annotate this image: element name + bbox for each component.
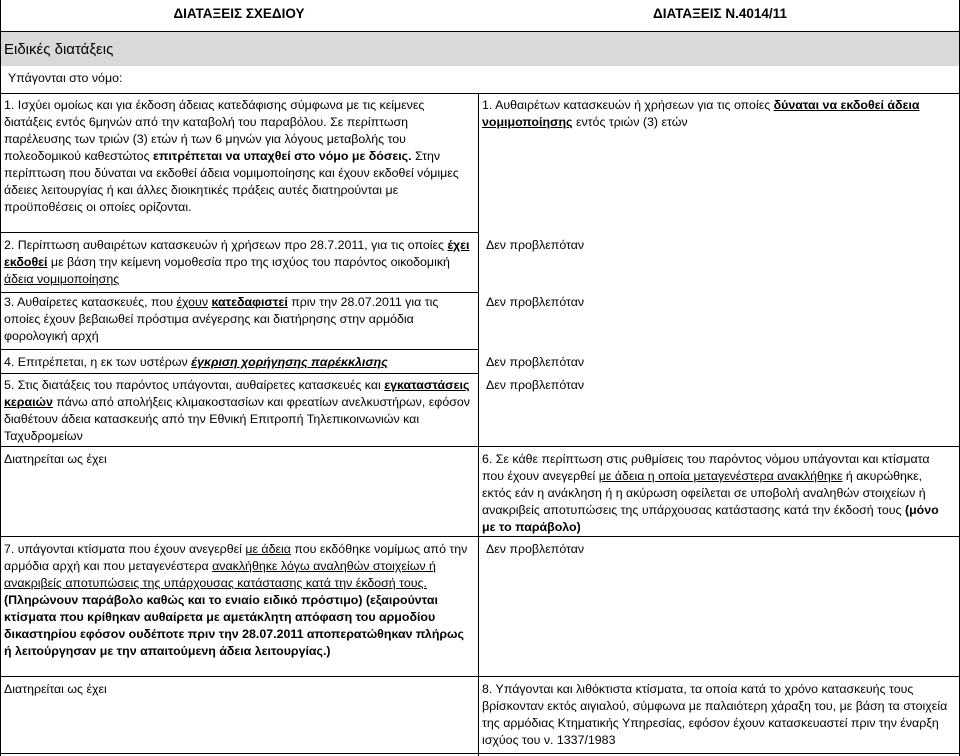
divider <box>0 93 960 94</box>
row-2-right <box>486 237 952 254</box>
text-segment: δύναται να εκδοθεί άδεια νομιμοποίησης <box>482 98 920 129</box>
text-segment: Δεν προβλεπόταν <box>486 355 585 369</box>
text-segment: 1. Αυθαιρέτων κατασκευών ή χρήσεων για τις οποίες <box>482 98 774 112</box>
divider <box>0 31 960 32</box>
row-7-left <box>4 541 474 660</box>
text-segment: με άδεια η οποία μεταγενέστερα ανακλήθηκε <box>598 469 843 483</box>
row-3-right <box>486 294 952 311</box>
row-8-right <box>482 681 952 749</box>
text-segment: 3. Αυθαίρετες κατασκευές, που <box>4 295 177 309</box>
row-1-left <box>4 97 474 216</box>
divider <box>0 232 478 233</box>
text-segment: ή ακυρώθηκε, εκτός εάν η ανάκληση ή η ακύρωση οφείλεται σε υποβολή αναληθών στοιχείων ή ανακριβείς αποτυπώσεις της υπάρχουσας κατάστασης κατά την έκδοσή τους <box>482 469 926 517</box>
text-segment: πριν την 28.07.2011 για τις οποίες έχουν βεβαιωθεί πρόστιμα ανέγερσης και διατήρησης στην αρμόδια φορολογική αρχή <box>4 295 439 343</box>
text-segment: ανακλήθηκε λόγω αναληθών στοιχείων ή ανακριβείς αποτυπώσεις της υπάρχουσας κατάστασης κατά την έκδοσή τους. <box>4 559 436 590</box>
divider <box>0 349 478 350</box>
divider <box>478 93 479 756</box>
section-title <box>0 32 960 66</box>
divider <box>0 0 1 756</box>
text-segment: Διατηρείται ως έχει <box>4 682 107 696</box>
divider <box>0 753 960 754</box>
left-column-header: ΔΙΑΤΑΞΕΙΣ ΣΧΕΔΙΟΥ <box>173 6 305 21</box>
text-segment: κατεδαφιστεί <box>211 295 288 309</box>
text-segment: πάνω από απολήξεις κλιμακοστασίων και φρεατίων ανελκυστήρων, εφόσον διαθέτουν άδεια κατασκευής από την Εθνική Επιτροπή Τηλεπικοινωνιών και Ταχυδρομείων <box>4 395 470 443</box>
text-segment: άδεια νομιμοποίησης <box>4 272 120 286</box>
text-segment: με άδεια <box>245 542 291 556</box>
text-segment: Δεν προβλεπόταν <box>486 542 585 556</box>
divider <box>0 292 478 293</box>
text-segment: έχει εκδοθεί <box>4 238 470 269</box>
row-4-right <box>486 354 952 371</box>
text-segment: με βάση την κείμενη νομοθεσία προ της ισχύος του παρόντος οικοδομική <box>47 255 450 269</box>
text-segment: έγκριση χορήγησης παρέκκλισης <box>191 355 388 369</box>
row-1-right <box>482 97 952 131</box>
divider <box>0 446 960 447</box>
text-segment: 2. Περίπτωση αυθαιρέτων κατασκευών ή χρήσεων προ 28.7.2011, για τις οποίες <box>4 238 448 252</box>
text-segment: 4. Επιτρέπεται, η εκ των υστέρων <box>4 355 192 369</box>
text-segment: 7. υπάγονται κτίσματα που έχουν ανεγερθεί <box>4 542 246 556</box>
row-2-left <box>4 237 474 288</box>
text-segment: (μόνο με το παράβολο) <box>482 503 939 534</box>
section-subtitle: Υπάγονται στο νόμο: <box>8 71 123 85</box>
text-segment: 5. Στις διατάξεις του παρόντος υπάγονται, αυθαίρετες κατασκευές και <box>4 378 385 392</box>
row-5-right <box>486 377 952 394</box>
divider <box>0 536 960 537</box>
text-segment: Δεν προβλεπόταν <box>486 238 585 252</box>
row-8-left <box>4 681 474 698</box>
text-segment: Δεν προβλεπόταν <box>486 378 585 392</box>
text-segment: έχουν <box>176 295 209 309</box>
row-6-left <box>4 451 474 468</box>
section-title-text: Ειδικές διατάξεις <box>4 41 114 58</box>
row-4-left <box>4 354 474 371</box>
text-segment: Στην περίπτωση που δύναται να εκδοθεί άδεια νομιμοποίησης και έχουν εκδοθεί νόμιμες άδειες λειτουργίας ή και άλλες διοικητικές πράξεις αυτές διατηρούνται με προϋποθέσεις οι οποίες ορίζονται. <box>4 149 459 214</box>
text-segment: 1. Ισχύει ομοίως και για έκδοση άδειας κατεδάφισης σύμφωνα με τις κείμενες διατάξεις εντός 6μηνών από την καταβολή του παραβόλου. Σε περίπτωση παρέλευσης των τριών (3) ετών ή των 6 μηνών για λόγους μεταβολής του πολεοδομικού καθεστώτος <box>4 98 425 163</box>
row-5-left <box>4 377 474 445</box>
divider <box>0 676 960 677</box>
text-segment: επιτρέπεται να υπαχθεί στο νόμο με δόσεις. <box>152 149 412 163</box>
text-segment: 8. Υπάγονται και λιθόκτιστα κτίσματα, τα οποία κατά το χρόνο κατασκευής τους βρίσκονταν εκτός αιγιαλού, σύμφωνα με παλαιότερη χάραξη του, με βάση τα στοιχεία της αρμόδιας Κτηματικής Υπηρεσίας, εφόσον έχουν κατασκευαστεί πριν την έναρξη ισχύος του ν. 1337/1983 <box>482 682 948 747</box>
text-segment: εντός τριών (3) ετών <box>572 115 688 129</box>
text-segment: εγκαταστάσεις κεραιών <box>4 378 470 409</box>
text-segment: (Πληρώνουν παράβολο καθώς και το ενιαίο ειδικό πρόστιμο) (εξαιρούνται κτίσματα που κρίθηκαν αυθαίρετα με αμετάκλητη απόφαση του αρμοδίου δικαστηρίου εφόσον ουδέποτε πριν την 28.07.2011 αποπερατώθηκαν πλήρως ή λειτούργησαν με την απαιτούμενη άδεια λειτουργίας.) <box>4 593 464 658</box>
text-segment: 6. Σε κάθε περίπτωση στις ρυθμίσεις του παρόντος νόμου υπάγονται και κτίσματα που έχουν ανεγερθεί <box>482 452 930 483</box>
text-segment: που εκδόθηκε νομίμως από την αρμόδια αρχή και που μεταγενέστερα <box>4 542 468 573</box>
text-segment: Διατηρείται ως έχει <box>4 452 107 466</box>
row-3-left <box>4 294 474 345</box>
right-column-header: ΔΙΑΤΑΞΕΙΣ Ν.4014/11 <box>653 6 787 21</box>
row-7-right <box>486 541 952 558</box>
row-6-right <box>482 451 952 536</box>
divider <box>0 373 478 374</box>
text-segment: Δεν προβλεπόταν <box>486 295 585 309</box>
